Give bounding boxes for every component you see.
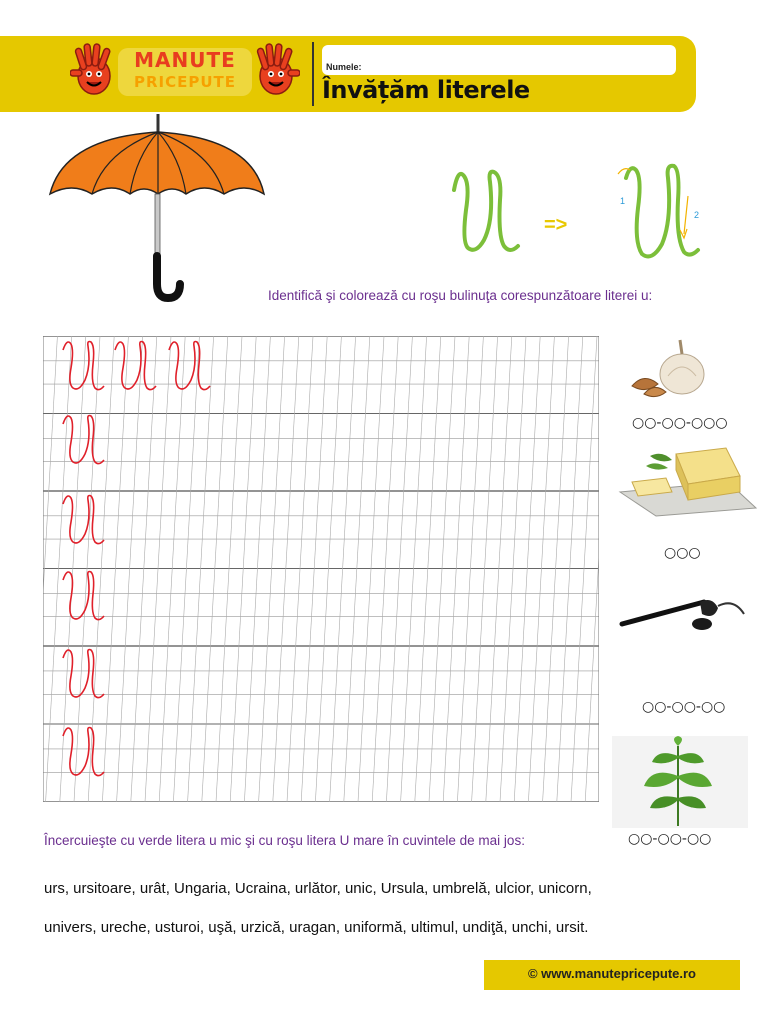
name-field[interactable] — [322, 45, 676, 75]
practice-letter-u — [63, 728, 104, 776]
writing-practice-grid — [43, 336, 599, 802]
syllable-bubbles-1[interactable]: ○○-○○-○○○ — [632, 415, 728, 431]
stroke-number-2: 2 — [694, 210, 700, 220]
practice-letter-u — [63, 650, 104, 698]
butter-icon — [616, 432, 758, 520]
logo-text-pricepute: PRICEPUTE — [133, 73, 237, 91]
letter-u-model — [440, 160, 720, 270]
arrow-symbol: => — [544, 214, 568, 236]
word-list-line-2: univers, ureche, usturoi, uşă, urzică, uragan, uniformă, ultimul, undiţă, unchi, ursit. — [44, 919, 589, 936]
syllable-bubbles-4[interactable]: ○○-○○-○○ — [628, 831, 712, 847]
practice-letter-u — [63, 416, 104, 464]
practice-letter-u — [169, 342, 210, 390]
header-divider — [312, 42, 314, 106]
syllable-bubbles-2[interactable]: ○○○ — [664, 545, 701, 561]
stroke-number-1: 1 — [620, 196, 626, 206]
nettle-icon — [612, 736, 748, 828]
practice-letter-u — [63, 496, 104, 544]
name-label: Numele: — [326, 62, 362, 72]
umbrella-icon — [44, 112, 274, 304]
instruction-identify: Identifică şi colorează cu roşu bulinuţa corespunzătoare literei u: — [268, 288, 653, 303]
practice-letter-u — [115, 342, 156, 390]
whip-icon — [618, 584, 748, 636]
logo-text-manute: MANUTE — [134, 48, 236, 72]
footer-website: © www.manutepricepute.ro — [527, 966, 696, 981]
word-list-line-1: urs, ursitoare, urât, Ungaria, Ucraina, urlător, unic, Ursula, umbrelă, ulcior, unicorn, — [44, 880, 592, 897]
logo — [70, 42, 300, 102]
garlic-icon — [624, 336, 716, 400]
syllable-bubbles-3[interactable]: ○○-○○-○○ — [642, 699, 726, 715]
practice-letter-u — [63, 572, 104, 620]
instruction-circle: Încercuieşte cu verde litera u mic şi cu roşu litera U mare în cuvintele de mai jos: — [44, 833, 525, 848]
page-title: Învățăm literele — [322, 76, 530, 104]
